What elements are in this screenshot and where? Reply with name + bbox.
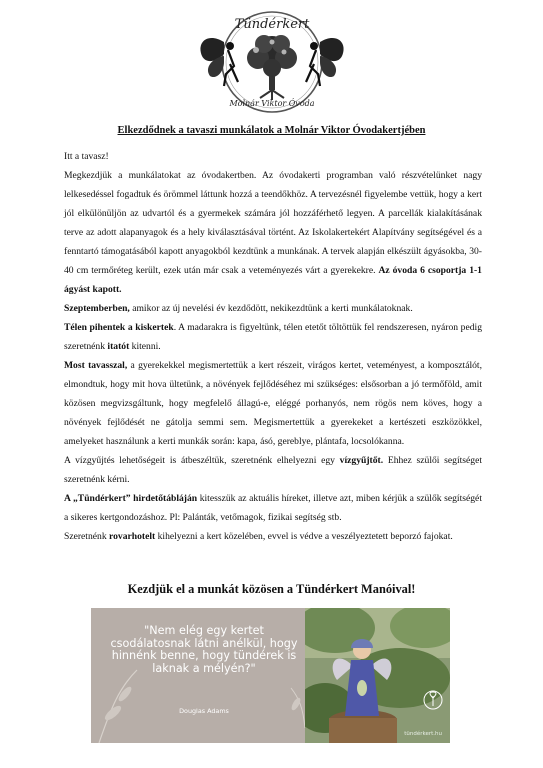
quote-text: "Nem elég egy kertet csodálatosnak látni anélkül, hogy hinnénk benne, hogy tündérek is laknak a mélyén?" (110, 624, 298, 675)
fairy-icon (306, 38, 344, 86)
paragraph (64, 166, 482, 299)
text-run: Szeretnénk (64, 531, 110, 542)
bold-text: itatót (107, 341, 130, 352)
paragraph (64, 299, 482, 318)
bold-text: A „Tündérkert” hirdetőtábláján (64, 493, 198, 504)
bold-text: rovarhotelt (109, 531, 156, 542)
bold-text: Szeptemberben, (64, 303, 130, 314)
text-run: A vízgyűjtés lehetőségeit is átbeszéltük, szeretnénk elhelyezni egy (64, 455, 340, 466)
garden-photo (305, 608, 450, 743)
paragraph (64, 489, 482, 527)
text-run: a gyerekekkel megismertettük a kert részeit, virágos kertet, veteményest, a komposztálót, elmondtuk, hogy mit hova ültetünk, a növények fejlődéséhez mi szükséges: elsősorban a jó termőföld, amit közösen megvizsgáltunk, hogy megfelelő állagú-e, eléggé porhanyós, nem rögös nem köves, hogy a növények fejlődését ne gátolja semmi sem. Megismertettük a gyerekeket a kertészeti eszközökkel, amelyeket használunk a kerti munkák során: kapa, ásó, gereblye, plántafa, locsolókanna. (64, 360, 482, 447)
text-run: Itt a tavasz! (64, 151, 109, 162)
logo-bottom-text: Molnár Viktor Óvoda (229, 99, 315, 108)
text-run: amikor az új nevelési év kezdődött, nekikezdtünk a kerti munkálatoknak. (129, 303, 413, 314)
quote-banner (91, 608, 450, 743)
kindergarten-logo (188, 6, 356, 118)
quote-author: Douglas Adams (179, 707, 229, 715)
logo-graphic (188, 6, 356, 118)
closing-line: Kezdjük el a munkát közösen a Tündérkert Manóival! (127, 582, 416, 596)
paragraph (64, 318, 482, 356)
paragraph (64, 451, 482, 489)
bold-text: Télen pihentek a kiskertek (64, 322, 174, 333)
text-run: Ehhez szülői segítséget szeretnénk kérni. (64, 455, 482, 485)
text-run: kihelyezni a kert közelében, evvel is védve a veszélyeztetett beporzó fajokat. (155, 531, 453, 542)
banner-watermark: tündérkert.hu (404, 731, 442, 737)
bold-text: Most tavasszal, (64, 360, 128, 371)
text-run: Megkezdjük a munkálatokat az óvodakertben. Az óvodakerti programban való részvételünket nagy lelkesedéssel fogadtuk és örömmel láttunk hozzá a teendőkhöz. A tervezésnél figyelembe vettük, hogy a kert jól elkülönüljön az udvartól és a gyermekek számára jól hozzáférhető legyen. A parcellák kialakításának terve az adott alapanyagok és a hely kiválasztásával történt. Az Iskolakertekért Alapítvány segítségével és a fenntartó támogatásából kapott anyagokból kezdtünk a munkának. A tervek alapján elkészült ágyásokba, 30-40 cm termőréteg került, ezek után már csak a veteményezés várt a gyerekekre. (64, 170, 482, 276)
logo-top-text: Tündérkert (234, 17, 310, 32)
paragraph (64, 147, 482, 166)
bold-text: vízgyűjtőt. (339, 455, 384, 466)
paragraph (64, 527, 482, 546)
fairy-icon (200, 38, 238, 86)
bold-text: Az óvoda 6 csoportja 1-1 ágyást kapott. (64, 265, 482, 295)
article-body (64, 147, 482, 546)
page-title: Elkezdődnek a tavaszi munkálatok a Molnár Viktor Óvodakertjében (117, 125, 426, 136)
tree-icon (247, 35, 297, 100)
paragraph (64, 356, 482, 451)
text-run: kitesszük az aktuális híreket, illetve azt, miben kérjük a szülők segítségét a sikeres kertgondozáshoz. Pl: Palánták, vetőmagok, fizikai segítség stb. (64, 493, 482, 523)
text-run: kitenni. (129, 341, 161, 352)
text-run: . A madarakra is figyeltünk, télen etetőt töltöttük fel rendszeresen, nyáron pedig szeretnénk (64, 322, 482, 352)
